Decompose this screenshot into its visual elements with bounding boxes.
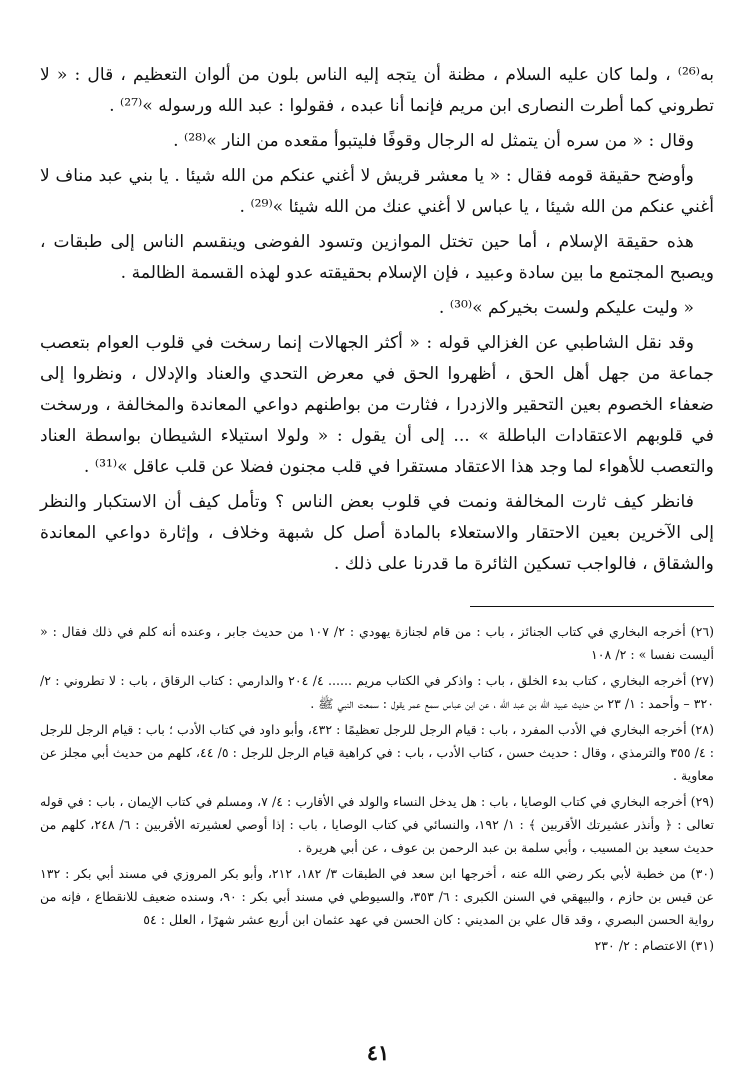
paragraph: به⁽²⁶⁾ ، ولما كان عليه السلام ، مظنة أن يتجه إليه الناس بلون من ألوان التعظيم ، قال : « لا تطروني كما أطرت النصارى ابن مريم فإنما أنا عبده ، فقولوا : عبد الله ورسوله »⁽²⁷⁾ . xyxy=(40,65,714,116)
main-text xyxy=(40,60,714,584)
paragraph: وأوضح حقيقة قومه فقال : « يا معشر قريش لا أغني عنكم من الله شيئا . يا بني عبد مناف لا أغني عنكم من الله شيئا ، يا عباس لا أغني عنك من الله شيئا »⁽²⁹⁾ . xyxy=(40,166,714,217)
paragraph: وقال : « من سره أن يتمثل له الرجال وقوفًا فليتبوأ مقعده من النار »⁽²⁸⁾ . xyxy=(173,131,694,151)
footnote-30: (٣٠) من خطبة لأبي بكر رضي الله عنه ، أخرجها ابن سعد في الطبقات ٣/ ١٨٢، ٢١٢، وأبو بكر المروزي في مسند أبي بكر : ١٣٢ عن قيس بن حازم ، والبيهقي في السنن الكبرى : ٦/ ٣٥٣، والسيوطي في مسند أبي بكر : ٩٠، وسنده ضعيف للانقطاع ، فإنه من رواية الحسن البصري ، وقد قال علي بن المديني : كان الحسن في عهد عثمان ابن أربع عشر شهرًا ، العلل : ٥٤ xyxy=(40,866,715,927)
page-number: ٤١ xyxy=(366,1040,390,1065)
footnote-31: (٣١) الاعتصام : ٢/ ٢٣٠ xyxy=(594,938,714,953)
paragraph: فانظر كيف ثارت المخالفة ونمت في قلوب بعض الناس ؟ وتأمل كيف أن الاستكبار والنظر إلى الآخرين بعين الاحتقار والاستعلاء بالمادة أصل كل شبهة وخلاف ، وإثارة دواعي المعاندة والشقاق ، فالواجب تسكين الثائرة ما قدرنا على ذلك . xyxy=(40,492,714,574)
footnotes xyxy=(40,620,714,960)
footnote-26: (٢٦) أخرجه البخاري في كتاب الجنائز ، باب : من قام لجنازة يهودي : ٢/ ١٠٧ من حديث جابر ، وعنده أنه كلم في ذلك فقال : « أليست نفسا » : ٢/ ١٠٨ xyxy=(40,624,715,662)
footnote-29: (٢٩) أخرجه البخاري في كتاب الوصايا ، باب : هل يدخل النساء والولد في الأقارب : ٤/ ٧، ومسلم في كتاب الإيمان ، باب : في قوله تعالى : ﴿ وأنذر عشيرتك الأقربين ﴾ : ١/ ١٩٢، والنسائي في كتاب الوصايا ، باب : إذا أوصي لعشيرته الأقربين : ٦/ ٢٤٨، كلهم من حديث سعيد بن المسيب ، وأبي سلمة بن عبد الرحمن بن عوف ، عن أبي هريرة . xyxy=(40,794,715,855)
footnote-divider xyxy=(470,606,714,607)
footnote-27: (٢٧) أخرجه البخاري ، كتاب بدء الخلق ، باب : واذكر في الكتاب مريم ...... ٤/ ٢٠٤ والدارمي : كتاب الرقاق ، باب : لا تطروني : ٢/ ٣٢٠ – وأحمد : ١/ ٢٣ من حديث عبيد الله بن عبد الله ، عن ابن عباس سمع عمر يقول : سمعت النبي ﷺ . xyxy=(40,673,714,711)
footnote-28: (٢٨) أخرجه البخاري في الأدب المفرد ، باب : قيام الرجل للرجل تعظيمًا : ٤٣٢، وأبو داود في كتاب الأدب ؛ باب : قيام الرجل للرجل : ٤/ ٣٥٥ والترمذي ، وقال : حديث حسن ، كتاب الأدب ، باب : في كراهية قيام الرجل للرجل : ٥/ ٤٤، كلهم من حديث أبي مجلز عن معاوية . xyxy=(40,722,715,783)
paragraph: هذه حقيقة الإسلام ، أما حين تختل الموازين وتسود الفوضى وينقسم الناس إلى طبقات ، ويصبح المجتمع ما بين سادة وعبيد ، فإن الإسلام بحقيقته عدو لهذه القسمة الظالمة . xyxy=(40,232,714,283)
paragraph: وقد نقل الشاطبي عن الغزالي قوله : « أكثر الجهالات إنما رسخت في قلوب العوام بتعصب جماعة من جهل أهل الحق ، أظهروا الحق في معرض التحدي والعناد والإدلال ، ونظروا إلى ضعفاء الخصوم بعين التحقير والازدرا ، فثارت من بواطنهم دواعي المعاندة والمخالفة ، ورسخت في قلوبهم الاعتقادات الباطلة » ... إلى أن يقول : « ولولا استيلاء الشيطان بواسطة العناد والتعصب للأهواء لما وجد هذا الاعتقاد مستقرا في قلب مجنون فضلا عن قلب عاقل »⁽³¹⁾ . xyxy=(40,333,714,477)
quote-paragraph: « وليت عليكم ولست بخيركم »⁽³⁰⁾ . xyxy=(438,298,694,318)
